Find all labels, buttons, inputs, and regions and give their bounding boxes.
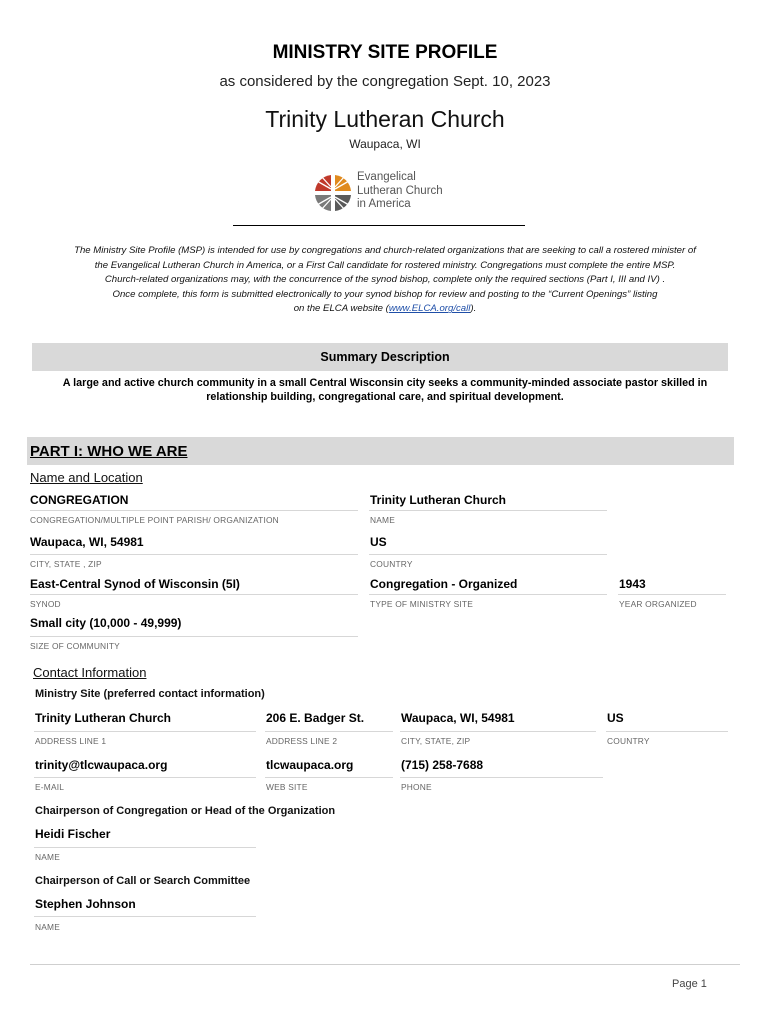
chairperson-name-label: NAME	[35, 852, 60, 862]
field-underline	[400, 731, 596, 732]
country-value: US	[370, 535, 387, 549]
elca-cross-logo-icon	[312, 172, 354, 214]
field-underline	[369, 510, 607, 511]
summary-text: A large and active church community in a small Central Wisconsin city seeks a community-minded associate pastor skilled in relationship building, congregational care, and spiritual development.	[62, 377, 708, 403]
contact-city-state-zip-value: Waupaca, WI, 54981	[401, 711, 515, 725]
ministry-type-label: TYPE OF MINISTRY SITE	[370, 599, 474, 609]
contact-country-value: US	[607, 711, 624, 725]
search-committee-name-label: NAME	[35, 922, 60, 932]
elca-call-link[interactable]: www.ELCA.org/call	[388, 303, 471, 315]
part1-title: PART I: WHO WE ARE	[30, 443, 188, 460]
year-organized-label: YEAR ORGANIZED	[619, 599, 697, 609]
community-size-label: SIZE OF COMMUNITY	[30, 641, 120, 651]
field-underline	[369, 554, 607, 555]
footer-divider	[30, 964, 740, 965]
address-line1-label: ADDRESS LINE 1	[35, 736, 107, 746]
name-location-heading: Name and Location	[30, 470, 143, 485]
field-underline	[34, 916, 256, 917]
email-label: E-MAIL	[35, 782, 65, 792]
church-name: Trinity Lutheran Church	[265, 106, 505, 132]
field-underline	[34, 731, 256, 732]
address-line1-value: Trinity Lutheran Church	[35, 711, 172, 725]
field-underline	[400, 777, 603, 778]
contact-info-heading: Contact Information	[33, 665, 147, 680]
country-label: COUNTRY	[370, 559, 413, 569]
page-number: Page 1	[672, 978, 707, 990]
intro-paragraph: The Ministry Site Profile (MSP) is intended for use by congregations and church-related organizations that are seeking to call a rostered minister of the Evangelical Lutheran Church in America, or a First Call candidate for rostered ministry. Congregations must complete the entire MSP. Church-related organizations may, with the concurrence of the synod bishop, complete only the required sections (Part I, III and IV) . Once complete, this form is submitted electronically to your synod bishop for review and posting to the “Current Openings” listing on the ELCA website (www.ELCA.org/call).	[74, 245, 696, 315]
elca-logo-text: Evangelical Lutheran Church in America	[357, 171, 443, 210]
field-underline	[30, 636, 358, 637]
community-size-value: Small city (10,000 - 49,999)	[30, 616, 182, 630]
address-line2-label: ADDRESS LINE 2	[266, 736, 338, 746]
ministry-site-subheading: Ministry Site (preferred contact information)	[35, 688, 265, 700]
field-underline	[30, 594, 358, 595]
field-underline	[34, 777, 256, 778]
phone-label: PHONE	[401, 782, 432, 792]
chairperson-heading: Chairperson of Congregation or Head of the Organization	[35, 805, 336, 817]
synod-label: SYNOD	[30, 599, 61, 609]
chairperson-name-value: Heidi Fischer	[35, 827, 111, 841]
name-value: Trinity Lutheran Church	[370, 493, 507, 507]
name-label: NAME	[370, 515, 395, 525]
summary-title: Summary Description	[320, 350, 450, 364]
field-underline	[618, 594, 726, 595]
contact-country-label: COUNTRY	[607, 736, 650, 746]
search-committee-name-value: Stephen Johnson	[35, 897, 136, 911]
field-underline	[606, 731, 728, 732]
search-committee-heading: Chairperson of Call or Search Committee	[35, 875, 251, 887]
city-state-zip-label: CITY, STATE , ZIP	[30, 559, 102, 569]
field-underline	[30, 554, 358, 555]
website-label: WEB SITE	[266, 782, 308, 792]
city-state-zip-value: Waupaca, WI, 54981	[30, 535, 144, 549]
website-value: tlcwaupaca.org	[266, 758, 354, 772]
field-underline	[265, 777, 393, 778]
document-title: MINISTRY SITE PROFILE	[272, 42, 498, 63]
email-value: trinity@tlcwaupaca.org	[35, 758, 168, 772]
contact-city-state-zip-label: CITY, STATE, ZIP	[401, 736, 471, 746]
header-divider	[233, 225, 525, 226]
field-underline	[265, 731, 393, 732]
congregation-value: CONGREGATION	[30, 493, 129, 507]
congregation-label: CONGREGATION/MULTIPLE POINT PARISH/ ORGANIZATION	[30, 515, 279, 525]
address-line2-value: 206 E. Badger St.	[266, 711, 365, 725]
phone-value: (715) 258-7688	[401, 758, 484, 772]
year-organized-value: 1943	[619, 577, 646, 591]
field-underline	[30, 510, 358, 511]
ministry-type-value: Congregation - Organized	[370, 577, 518, 591]
field-underline	[369, 594, 607, 595]
synod-value: East-Central Synod of Wisconsin (5I)	[30, 577, 240, 591]
document-subtitle: as considered by the congregation Sept. 10, 2023	[219, 73, 551, 90]
church-city: Waupaca, WI	[349, 137, 421, 151]
field-underline	[34, 847, 256, 848]
